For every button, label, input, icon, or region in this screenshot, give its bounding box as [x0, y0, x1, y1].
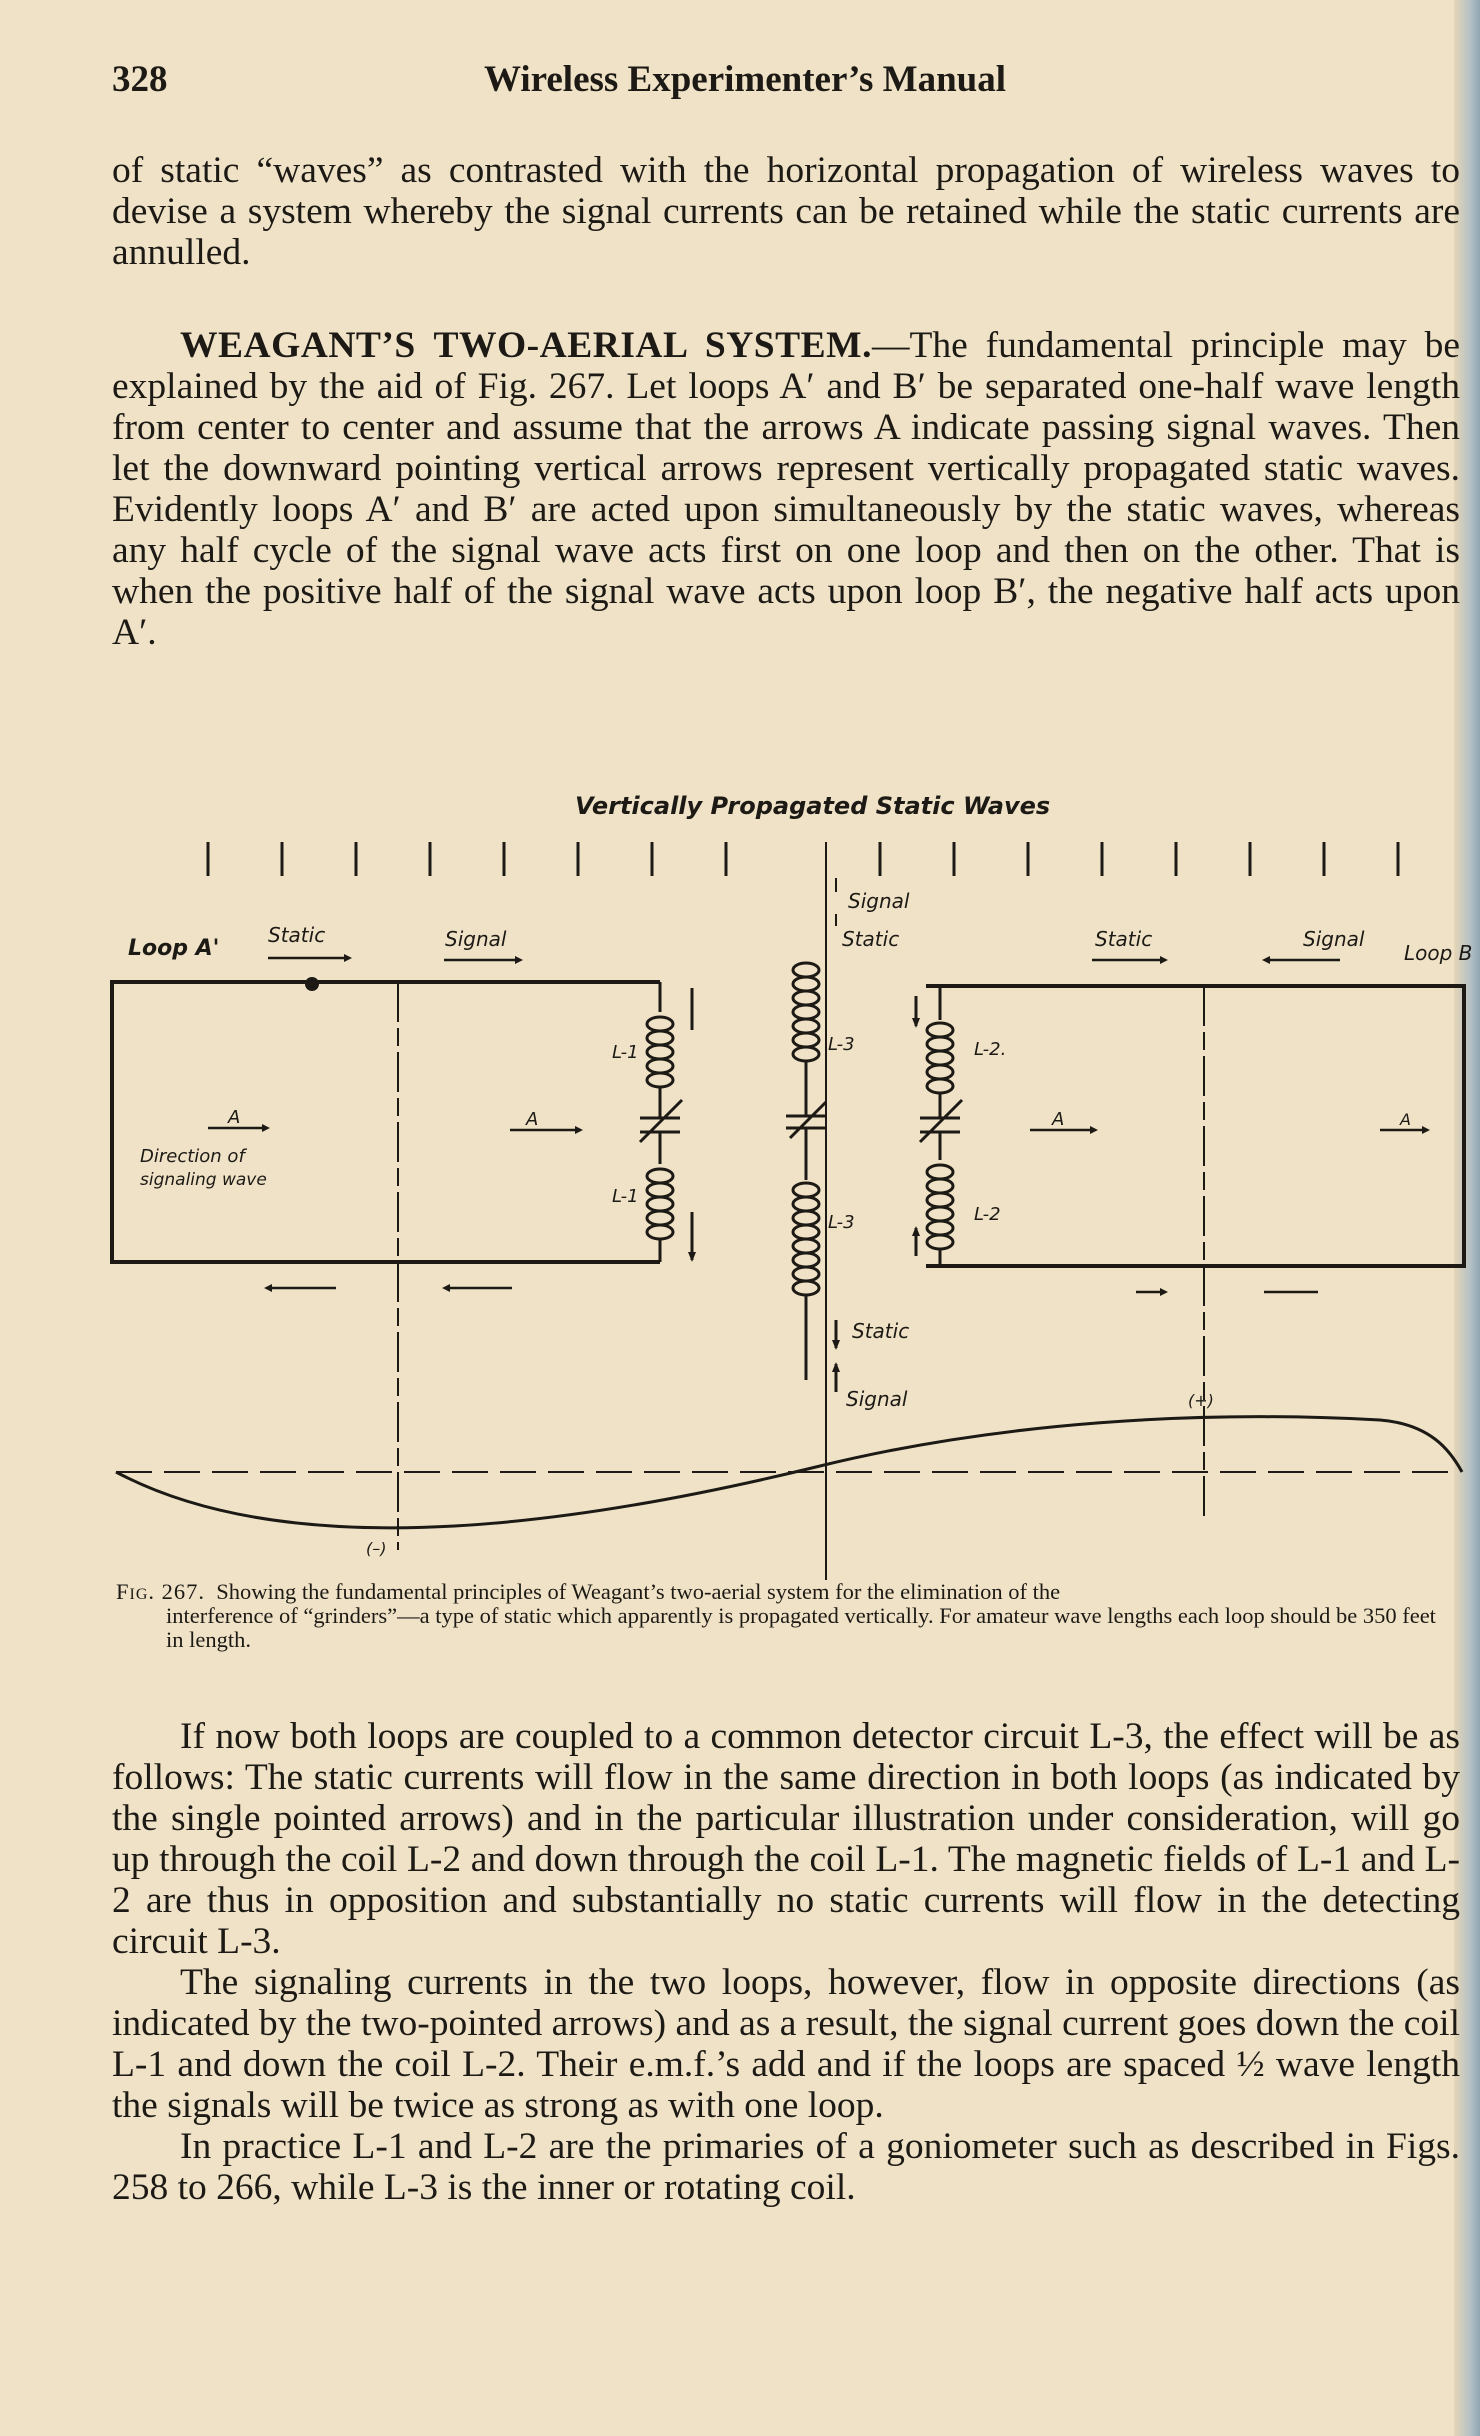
arrow-a-label-3: A — [1052, 1109, 1065, 1130]
paragraph-1: If now both loops are coupled to a common detector circuit L-3, the effect will be as follows: The static currents will flow in the same direction in both loops (as indicated by the single pointed arrows) and in the particular illustration under consideration, will go up through the coil L-2 and down through the coil L-1. The magnetic fields of L-1 and L-2 are thus in opposition and substantially no static currents will flow in the detecting circuit L-3. — [112, 1716, 1460, 1962]
coil-l3-icon — [786, 963, 826, 1380]
coil-l1-label-bottom: L-1 — [612, 1186, 639, 1207]
left-static-label: Static — [268, 923, 326, 947]
intro-paragraph: of static “waves” as contrasted with the horizontal propagation of wireless waves to devise a system whereby the signal currents can be retained while the static currents are annulled. — [112, 150, 1460, 273]
caption-text-1: Showing the fundamental principles of Weagant’s two-aerial system for the elimination of the — [216, 1579, 1061, 1604]
running-title: Wireless Experimenter’s Manual — [484, 59, 1007, 100]
direction-label-2: signaling wave — [140, 1170, 267, 1190]
arrow-a-label-4: A — [1400, 1110, 1411, 1129]
center-signal-label-bottom: Signal — [846, 1387, 908, 1411]
section-heading: WEAGANT’S TWO-AERIAL SYSTEM. — [180, 325, 872, 366]
section-block — [112, 325, 1460, 653]
loop-b-label: Loop B — [1404, 941, 1473, 965]
loop-a-label: Loop A' — [128, 936, 220, 961]
caption-line-2: interference of “grinders”—a type of static which apparently is propagated vertically. For amateur wave lengths each loop should be 350 feet in length. — [166, 1603, 1436, 1652]
coil-l1-label-top: L-1 — [612, 1042, 639, 1063]
coil-l3-label-top: L-3 — [828, 1034, 855, 1055]
body-paragraphs — [112, 1716, 1460, 2208]
figure-267-diagram — [0, 780, 1480, 1580]
section-paragraph — [112, 325, 1460, 653]
left-signal-label: Signal — [445, 927, 507, 951]
arrow-a-label-1: A — [228, 1107, 241, 1128]
arrow-a-label-2: A — [526, 1109, 539, 1130]
coil-l3-label-bottom: L-3 — [828, 1212, 855, 1233]
center-static-label-bottom: Static — [852, 1319, 910, 1343]
plus-label: (+) — [1188, 1391, 1214, 1410]
figure-title: Vertically Propagated Static Waves — [575, 792, 1051, 820]
page-number: 328 — [112, 59, 168, 100]
coil-l1-icon — [640, 982, 682, 1262]
paragraph-3: In practice L-1 and L-2 are the primaries of a goniometer such as described in Figs. 258 to 266, while L-3 is the inner or rotating coil. — [112, 2126, 1460, 2208]
intro-paragraph-block — [112, 150, 1460, 273]
loop-a-frame — [112, 982, 660, 1262]
static-wave-arrows — [208, 842, 1398, 876]
paragraph-2: The signaling currents in the two loops, however, flow in opposite directions (as indicated by the two-pointed arrows) and as a result, the signal current goes down the coil L-1 and down the coil L-2. Their e.m.f.’s add and if the loops are spaced ½ wave length the signals will be twice as strong as with one loop. — [112, 1962, 1460, 2126]
center-signal-label-top: Signal — [848, 889, 910, 913]
section-body: —The fundamental principle may be explained by the aid of Fig. 267. Let loops A′ and B′ be separated one-half wave length from center to center and assume that the arrows A indicate passing signal waves. Then let the downward pointing vertical arrows represent vertically propagated static waves. Evidently loops A′ and B′ are acted upon simultaneously by the static waves, whereas any half cycle of the signal wave acts first on one loop and then on the other. That is when the positive half of the signal wave acts upon loop B′, the negative half acts upon A′. — [112, 325, 1461, 653]
coil-l2-label-top: L-2. — [974, 1039, 1007, 1060]
figure-caption — [116, 1580, 1456, 1652]
direction-label-1: Direction of — [140, 1146, 245, 1167]
minus-label: (–) — [366, 1539, 387, 1558]
right-signal-label: Signal — [1303, 927, 1365, 951]
caption-line-1 — [116, 1580, 1456, 1604]
right-static-label: Static — [1095, 927, 1153, 951]
center-static-label-top: Static — [842, 927, 900, 951]
running-header — [112, 58, 1452, 108]
coil-l2-label-bottom: L-2 — [974, 1204, 1001, 1225]
loop-b-frame — [926, 986, 1464, 1266]
caption-label: Fig. 267. — [116, 1579, 206, 1604]
coil-l2-icon — [920, 986, 962, 1266]
